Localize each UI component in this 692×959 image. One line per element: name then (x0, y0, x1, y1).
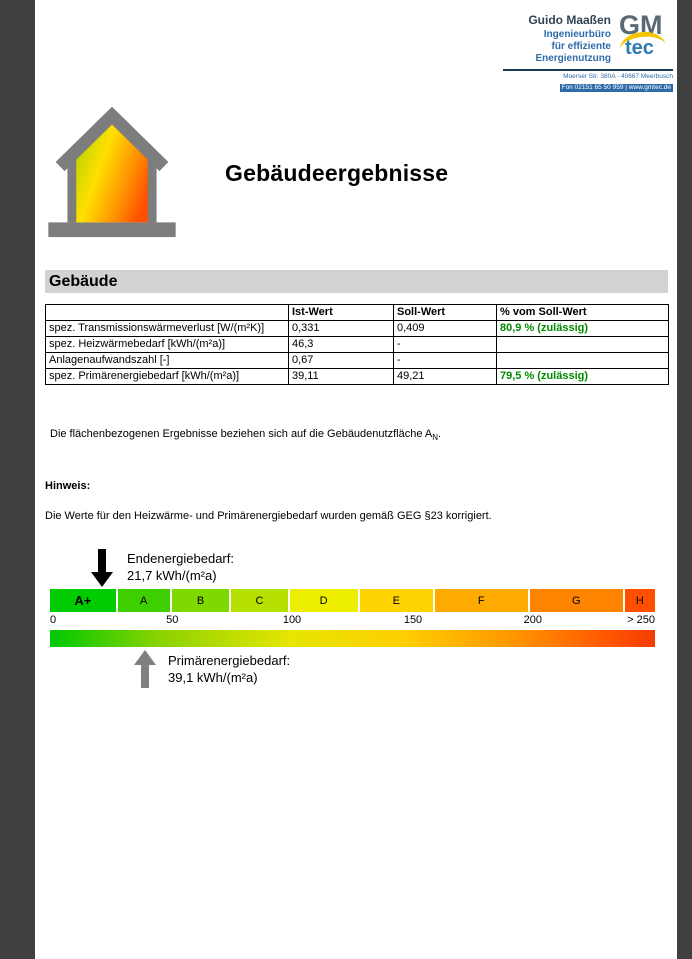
table-row (46, 369, 669, 385)
col-header-soll-wert: Soll-Wert (394, 305, 497, 321)
scale-tick-labels (50, 614, 655, 628)
company-logo (503, 10, 673, 92)
company-tagline-line: für effiziente (551, 41, 611, 52)
end-energy-label (127, 550, 234, 584)
percent-value (497, 353, 669, 369)
energy-class-e (360, 589, 435, 612)
primary-energy-arrow-icon (134, 650, 156, 693)
col-header-empty (46, 305, 289, 321)
scale-tick: 50 (166, 614, 179, 626)
gm-tec-logo (619, 10, 673, 60)
class-label: D (319, 594, 328, 607)
energy-class-g (530, 589, 625, 612)
class-label: A (140, 594, 148, 607)
soll-value: - (394, 353, 497, 369)
primary-energy-label (168, 652, 290, 686)
class-label: F (477, 594, 485, 607)
logo-tec-text: tec (625, 37, 654, 59)
primary-energy-value: 39,1 kWh/(m²a) (168, 670, 258, 685)
scale-tick: 100 (282, 614, 302, 626)
class-label: G (571, 594, 581, 607)
scale-tick: 200 (523, 614, 542, 626)
area-reference-note (50, 428, 441, 442)
row-label: spez. Transmissionswärmeverlust [W/(m²K)] (46, 321, 289, 337)
company-name: Guido Maaßen (528, 13, 611, 27)
section-header-gebaeude: Gebäude (45, 270, 668, 293)
scale-tick: 150 (403, 614, 423, 626)
soll-value: 0,409 (394, 321, 497, 337)
end-energy-value: 21,7 kWh/(m²a) (127, 568, 217, 583)
hinweis-text: Die Werte für den Heizwärme- und Primärenergiebedarf wurden gemäß GEG §23 korrigiert. (45, 510, 492, 522)
primary-energy-title: Primärenergiebedarf: (168, 653, 291, 668)
energy-gradient-bar (50, 630, 655, 647)
percent-value (497, 337, 669, 353)
end-energy-title: Endenergiebedarf: (127, 551, 234, 566)
energy-class-a-plus (50, 589, 118, 612)
energy-class-band (50, 589, 655, 612)
row-label: Anlagenaufwandszahl [-] (46, 353, 289, 369)
company-address: Moerser Str. 380A · 40667 Meerbusch (563, 73, 673, 80)
col-header-prozent: % vom Soll-Wert (497, 305, 669, 321)
row-label: spez. Primärenergiebedarf [kWh/(m²a)] (46, 369, 289, 385)
col-header-ist-wert: Ist-Wert (289, 305, 394, 321)
ist-value: 0,67 (289, 353, 394, 369)
energy-class-d (290, 589, 360, 612)
soll-value: 49,21 (394, 369, 497, 385)
class-label: A+ (74, 593, 92, 608)
energy-efficiency-scale (50, 545, 655, 695)
scale-tick: > 250 (627, 614, 655, 626)
table-row (46, 337, 669, 353)
row-label: spez. Heizwärmebedarf [kWh/(m²a)] (46, 337, 289, 353)
ist-value: 0,331 (289, 321, 394, 337)
ist-value: 39,11 (289, 369, 394, 385)
area-note-period: . (438, 428, 442, 440)
class-label: B (196, 594, 205, 607)
energy-class-f (435, 589, 530, 612)
soll-value: - (394, 337, 497, 353)
energy-class-a (118, 589, 172, 612)
page-title: Gebäudeergebnisse (225, 160, 449, 186)
table-row (46, 321, 669, 337)
company-tagline-line: Ingenieurbüro (543, 29, 611, 40)
energy-class-b (172, 589, 232, 612)
energy-house-icon (48, 98, 176, 240)
scale-tick: 0 (50, 614, 57, 626)
logo-divider (503, 69, 673, 71)
table-row (46, 353, 669, 369)
class-label: E (392, 594, 400, 607)
ist-value: 46,3 (289, 337, 394, 353)
percent-value: 80,9 % (zulässig) (497, 321, 669, 337)
class-label: H (635, 594, 644, 607)
percent-value: 79,5 % (zulässig) (497, 369, 669, 385)
end-energy-arrow-icon (91, 549, 113, 592)
table-header-row (46, 305, 669, 321)
logo-gm-text: GM (619, 10, 663, 40)
hinweis-heading: Hinweis: (45, 480, 91, 492)
energy-class-c (231, 589, 289, 612)
document-page (35, 0, 677, 959)
results-table (45, 304, 669, 385)
company-tagline-line: Energienutzung (535, 53, 611, 64)
energy-class-h (625, 589, 655, 612)
class-label: C (255, 594, 264, 607)
area-note-subscript: N (432, 433, 438, 443)
company-contact: Fon 02151 65 50 959 | www.gmtec.de (561, 84, 671, 91)
area-note-text: Die flächenbezogenen Ergebnisse beziehen sich auf die Gebäudenutzfläche A (50, 428, 433, 440)
